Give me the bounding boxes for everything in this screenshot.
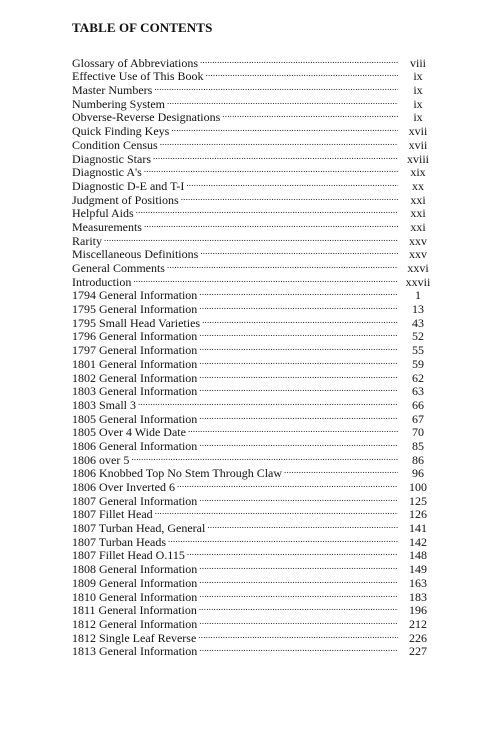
dot-leader	[199, 491, 398, 505]
toc-entry-page: 96	[412, 466, 424, 481]
toc-entry-page: 13	[412, 302, 424, 317]
dot-leader	[167, 94, 398, 108]
toc-entry-page: 226	[409, 630, 427, 645]
toc-entry	[72, 423, 436, 440]
toc-entry	[72, 272, 436, 289]
toc-entry-label: Numbering System	[72, 96, 165, 111]
toc-entry	[72, 135, 436, 152]
dot-leader	[222, 108, 398, 122]
toc-entry-page: 70	[412, 425, 424, 440]
toc-entry-label: 1811 General Information	[72, 603, 197, 618]
toc-entry	[72, 505, 436, 522]
toc-entry-page: 163	[409, 575, 427, 590]
toc-entry-label: Judgment of Positions	[72, 192, 179, 207]
toc-entry	[72, 176, 436, 193]
toc-entry-label: 1795 Small Head Varieties	[72, 315, 201, 330]
toc-entry	[72, 299, 436, 317]
dot-leader	[144, 163, 398, 177]
toc-entry-page: 43	[412, 315, 424, 330]
toc-entry	[72, 67, 436, 84]
dot-leader	[206, 67, 398, 81]
toc-entry	[72, 108, 436, 125]
toc-entry-page: xvii	[408, 124, 428, 139]
toc-entry-label: 1805 Over 4 Wide Date	[72, 425, 186, 440]
toc-entry-page: viii	[409, 55, 426, 70]
toc-entry-page: 141	[409, 521, 427, 536]
dot-leader	[202, 313, 398, 327]
toc-entry	[72, 382, 436, 399]
toc-entry-page: ix	[413, 83, 423, 98]
toc-entry	[72, 546, 436, 563]
toc-entry-page: 67	[412, 411, 424, 426]
toc-entry	[72, 286, 436, 303]
toc-entry-label: 1801 General Information	[72, 356, 198, 371]
toc-entry	[72, 395, 436, 412]
dot-leader	[155, 505, 398, 519]
toc-entry-page: 1	[415, 288, 421, 303]
toc-entry-label: 1806 Over Inverted 6	[72, 480, 175, 494]
dot-leader	[154, 80, 398, 94]
toc-entry-page: 86	[412, 452, 424, 467]
toc-entry-label: 1802 General Information	[72, 370, 198, 385]
toc-entry-label: 1807 Turban Head, General	[72, 521, 206, 536]
toc-entry-label: 1808 General Information	[72, 562, 198, 577]
toc-entry-label: Effective Use of This Book	[72, 69, 204, 84]
toc-entry-page: 183	[409, 589, 427, 604]
toc-entry-label: 1807 General Information	[72, 493, 198, 508]
toc-entry	[72, 163, 436, 180]
toc-entry-label: 1812 General Information	[72, 616, 198, 631]
dot-leader	[199, 409, 398, 423]
toc-entry	[72, 601, 436, 618]
dot-leader	[171, 121, 398, 135]
toc-entry-label: 1796 General Information	[72, 329, 198, 344]
toc-entry-page: 149	[409, 562, 427, 577]
toc-entry	[72, 518, 436, 536]
dot-leader	[198, 628, 398, 642]
dot-leader	[207, 518, 398, 532]
toc-entry-label: Quick Finding Keys	[72, 124, 170, 139]
toc-entry-page: xx	[412, 178, 424, 193]
toc-entry	[72, 313, 436, 330]
dot-leader	[104, 231, 398, 245]
toc-entry-page: 142	[409, 534, 427, 549]
toc-entry-label: Diagnostic Stars	[72, 151, 151, 166]
toc-entry-page: 52	[412, 329, 424, 344]
dot-leader	[181, 190, 398, 204]
dot-leader	[199, 601, 398, 615]
toc-entry-page: 66	[412, 397, 424, 412]
toc-entry-label: Measurements	[72, 219, 142, 234]
toc-entry	[72, 642, 436, 659]
toc-entry-label: 1803 Small 3	[72, 397, 137, 412]
toc-entry-label: 1807 Fillet Head	[72, 507, 153, 522]
toc-entry-page: 125	[409, 493, 427, 508]
toc-entry-page: 55	[412, 343, 424, 358]
dot-leader	[186, 176, 398, 190]
toc-entry-label: 1797 General Information	[72, 343, 198, 358]
toc-entry-label: 1806 Knobbed Top No Stem Through Claw	[72, 466, 283, 481]
toc-entry	[72, 231, 436, 248]
toc-entry-page: 62	[412, 370, 424, 385]
toc-entry	[72, 573, 436, 590]
toc-entry-label: 1807 Fillet Head O.115	[72, 548, 185, 563]
toc-entry-label: 1813 General Information	[72, 644, 198, 659]
toc-entry	[72, 491, 436, 508]
toc-entry	[72, 464, 436, 481]
toc-entry-page: ix	[413, 96, 423, 111]
toc-entry-page: xxi	[410, 219, 426, 234]
toc-entry-label: 1810 General Information	[72, 589, 198, 604]
toc-entry-label: Diagnostic D-E and T-I	[72, 178, 185, 193]
dot-leader	[138, 395, 398, 409]
toc-entry-label: Obverse-Reverse Designations	[72, 110, 221, 125]
dot-leader	[168, 532, 398, 546]
dot-leader	[199, 436, 398, 450]
toc-entry-page: 85	[412, 438, 424, 453]
toc-entry	[72, 53, 436, 70]
toc-entry-page: xxv	[409, 247, 427, 262]
toc-entry	[72, 354, 436, 371]
dot-leader	[199, 286, 398, 300]
toc-entry-label: 1807 Turban Heads	[72, 534, 167, 549]
dot-leader	[199, 559, 398, 573]
toc-entry	[72, 258, 436, 275]
toc-entry-label: Miscellaneous Definitions	[72, 247, 199, 262]
toc-entry-label: Condition Census	[72, 137, 158, 152]
toc-entry-label: 1809 General Information	[72, 575, 198, 590]
toc-list	[72, 53, 436, 659]
toc-entry-label: Glossary of Abbreviations	[72, 55, 198, 70]
page-title: TABLE OF CONTENTS	[72, 20, 213, 35]
dot-leader	[199, 327, 398, 341]
toc-entry-page: xxi	[410, 192, 426, 207]
toc-entry-label: Rarity	[72, 233, 102, 248]
dot-leader	[199, 354, 398, 368]
toc-entry-label: Introduction	[72, 274, 132, 289]
toc-entry-page: xxv	[409, 233, 427, 248]
dot-leader	[187, 546, 398, 560]
toc-entry-page: xxi	[410, 206, 426, 221]
toc-entry-label: Master Numbers	[72, 83, 153, 98]
toc-entry-page: 196	[409, 603, 427, 618]
toc-entry	[72, 559, 436, 577]
toc-entry	[72, 477, 436, 494]
toc-entry	[72, 614, 436, 631]
toc-entry-page: xviii	[406, 151, 429, 166]
dot-leader	[177, 477, 398, 491]
toc-entry-label: 1795 General Information	[72, 302, 198, 317]
toc-entry-page: 59	[412, 356, 424, 371]
toc-entry-page: xxvi	[407, 261, 429, 275]
dot-leader	[200, 53, 398, 67]
toc-entry-page: xxvii	[405, 274, 431, 289]
toc-entry-label: General Comments	[72, 261, 165, 275]
toc-entry	[72, 121, 436, 139]
toc-entry	[72, 436, 436, 453]
toc-entry	[72, 94, 436, 111]
toc-entry-label: 1805 General Information	[72, 411, 198, 426]
dot-leader	[144, 217, 398, 231]
dot-leader	[136, 204, 398, 218]
dot-leader	[160, 135, 398, 149]
dot-leader	[199, 340, 398, 354]
dot-leader	[188, 423, 398, 437]
toc-entry	[72, 532, 436, 549]
dot-leader	[284, 464, 398, 478]
dot-leader	[199, 299, 398, 313]
dot-leader	[131, 450, 398, 464]
toc-entry	[72, 80, 436, 98]
toc-entry-label: Diagnostic A's	[72, 165, 142, 180]
toc-entry-page: ix	[413, 110, 423, 125]
toc-entry	[72, 245, 436, 262]
dot-leader	[199, 368, 398, 382]
toc-entry-page: 63	[412, 384, 424, 399]
toc-entry-page: 100	[409, 480, 427, 494]
dot-leader	[199, 573, 398, 587]
toc-entry	[72, 340, 436, 358]
toc-entry-label: 1812 Single Leaf Reverse	[72, 630, 197, 645]
toc-entry	[72, 217, 436, 234]
toc-entry-page: 126	[409, 507, 427, 522]
toc-entry-label: Helpful Aids	[72, 206, 134, 221]
dot-leader	[199, 587, 398, 601]
dot-leader	[200, 245, 398, 259]
toc-entry-page: ix	[413, 69, 423, 84]
toc-entry	[72, 204, 436, 221]
toc-entry-page: 227	[409, 644, 427, 659]
toc-entry-page: 212	[409, 616, 427, 631]
dot-leader	[199, 614, 398, 628]
toc-entry-page: xix	[410, 165, 426, 180]
toc-entry-label: 1806 over 5	[72, 452, 130, 467]
dot-leader	[133, 272, 398, 286]
dot-leader	[199, 382, 398, 396]
dot-leader	[199, 642, 398, 656]
toc-entry	[72, 327, 436, 344]
dot-leader	[167, 258, 398, 272]
dot-leader	[153, 149, 398, 163]
toc-entry-page: xvii	[408, 137, 428, 152]
toc-entry-label: 1806 General Information	[72, 438, 198, 453]
toc-entry-label: 1803 General Information	[72, 384, 198, 399]
toc-entry-page: 148	[409, 548, 427, 563]
toc-entry-label: 1794 General Information	[72, 288, 198, 303]
